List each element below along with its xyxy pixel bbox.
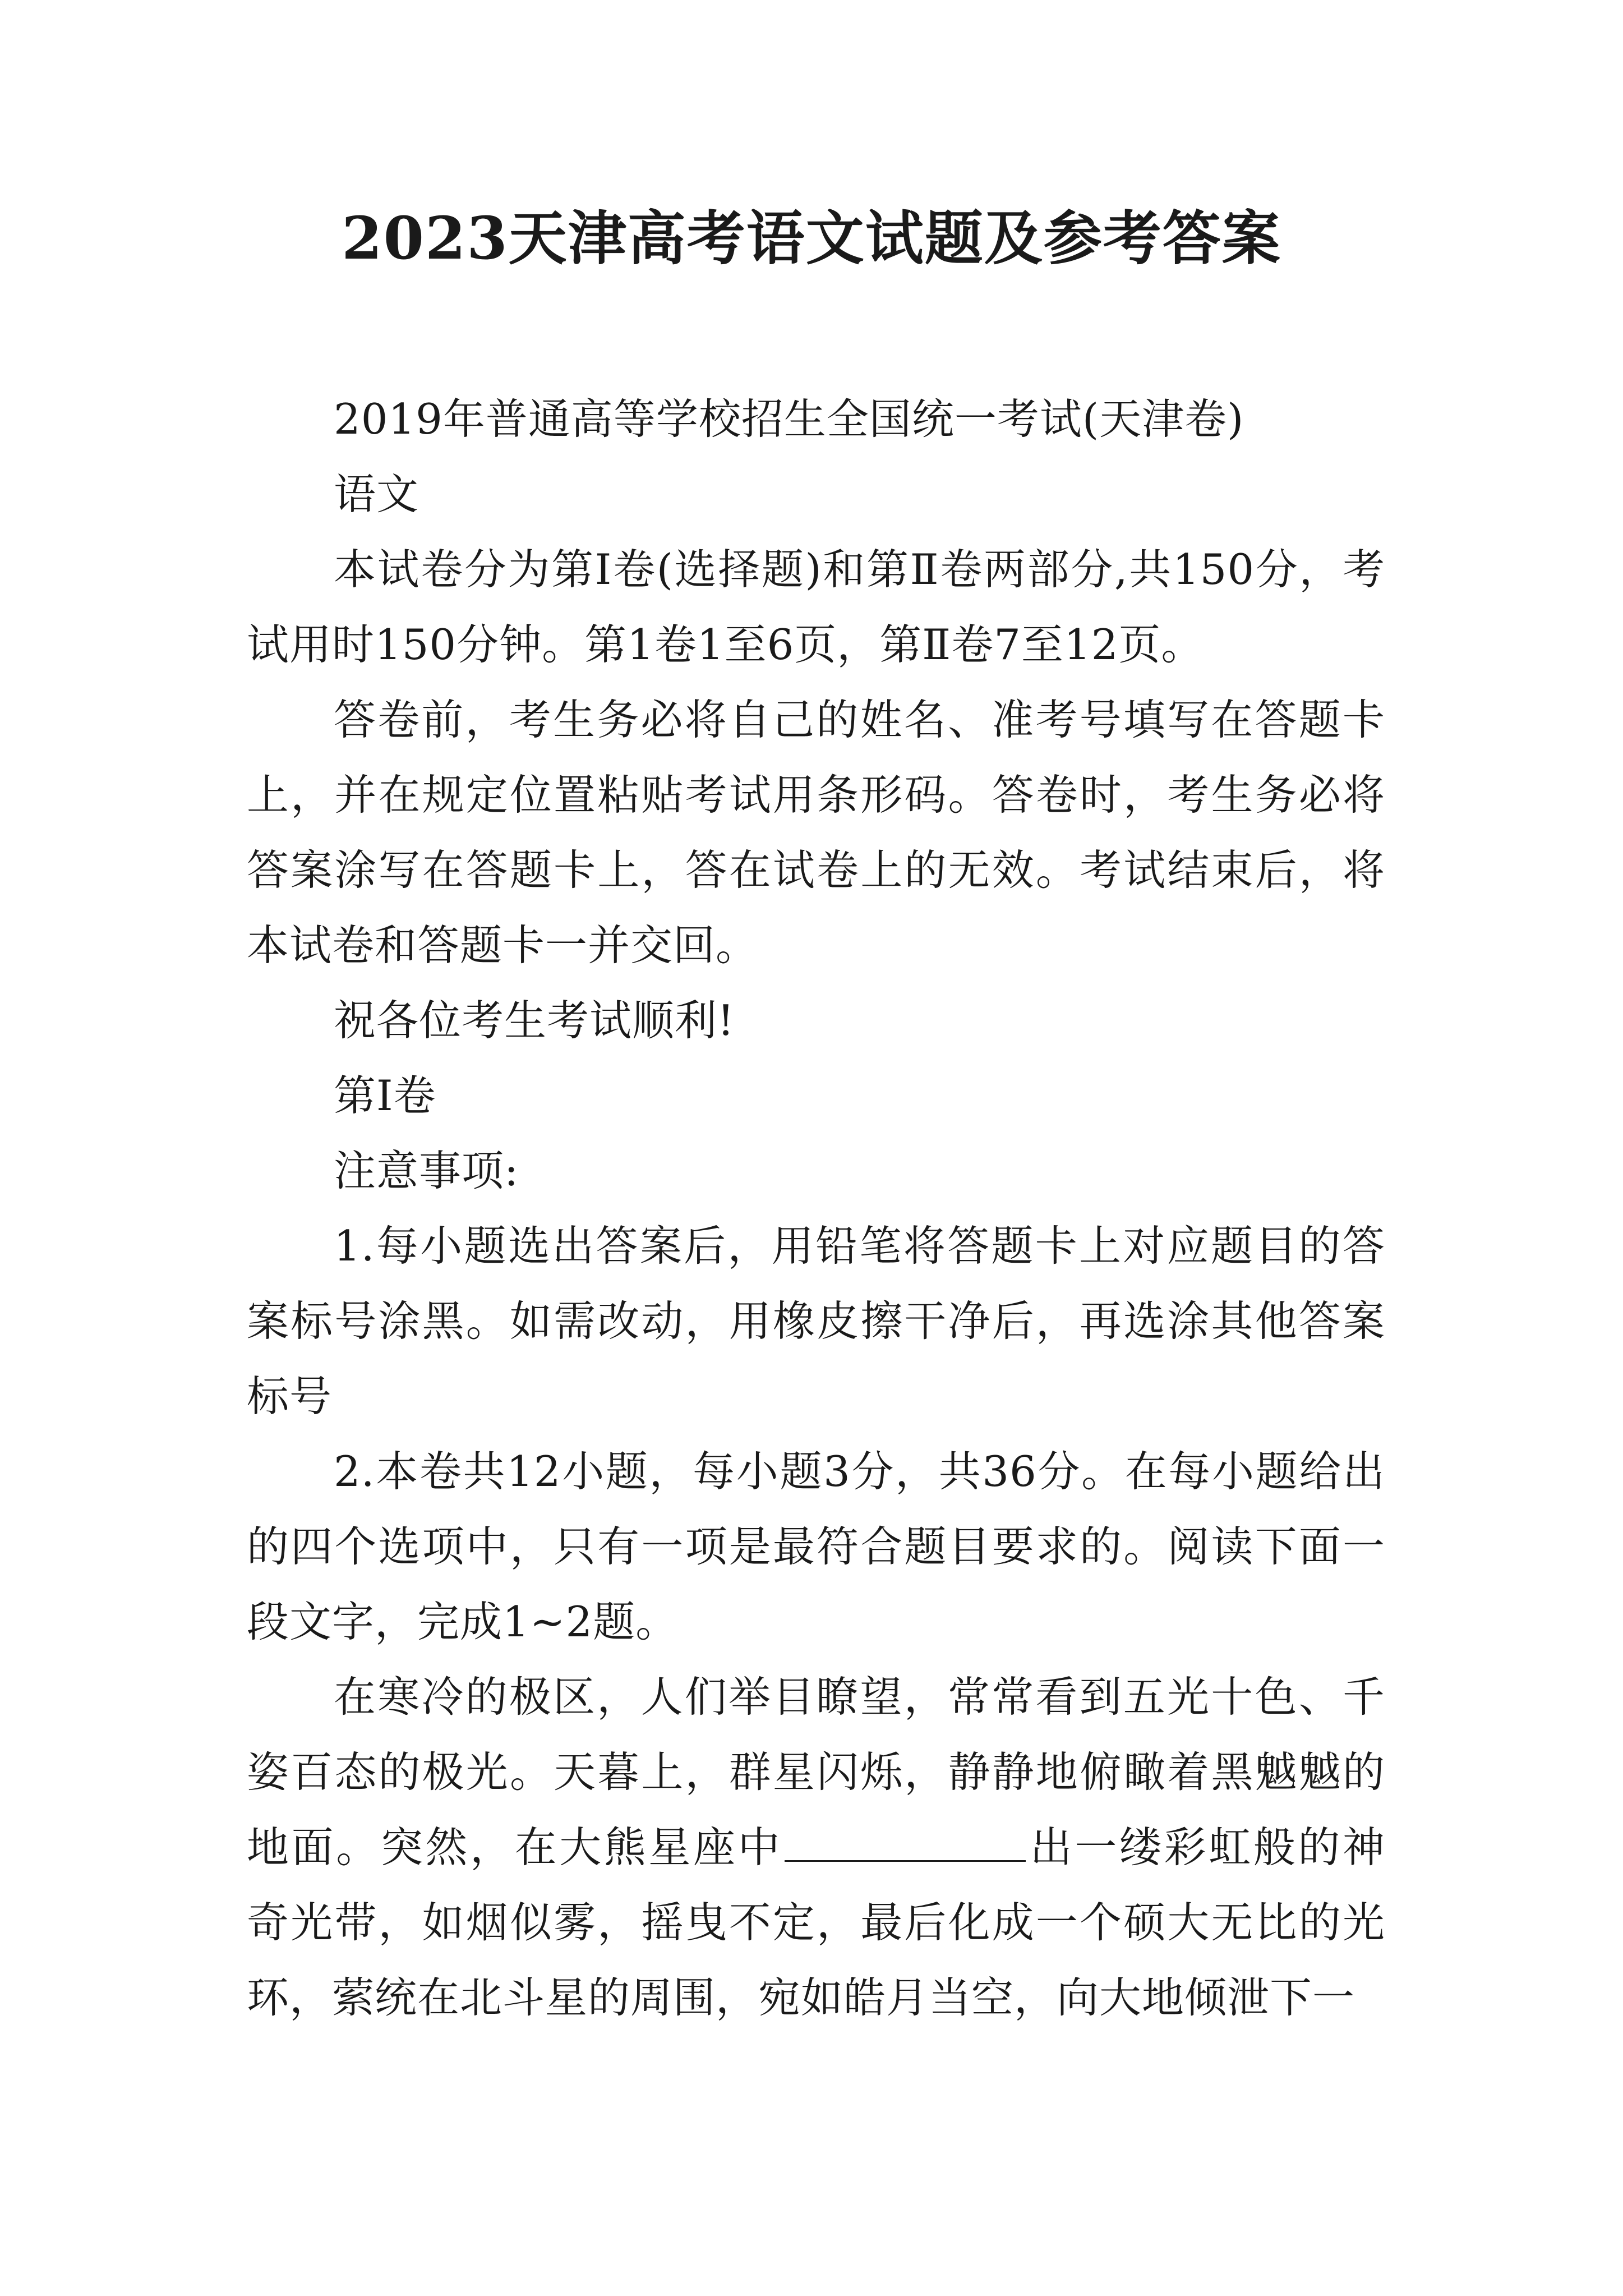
paragraph-reading-passage bbox=[247, 1659, 1385, 2035]
paragraph-volume-heading: 第Ⅰ卷 bbox=[334, 1071, 436, 1120]
paragraph-subject: 语文 bbox=[334, 470, 419, 519]
document-title: 2023天津高考语文试题及参考答案 bbox=[342, 204, 1281, 273]
paragraph-notes-heading: 注意事项: bbox=[334, 1146, 519, 1195]
passage-text-before-blank: 在寒冷的极区，人们举目瞭望，常常看到五光十色、千姿百态的极光。天暮上，群星闪烁，静静地俯瞰着黑魆魆的地面。突然，在大熊星座中 bbox=[247, 1672, 1385, 1872]
paragraph-note-2: 2.本卷共12小题，每小题3分，共36分。在每小题给出的四个选项中，只有一项是最符合题目要求的。阅读下面一段文字，完成1~2题。 bbox=[247, 1447, 1385, 1646]
paragraph-note-1: 1.每小题选出答案后，用铅笔将答题卡上对应题目的答案标号涂黑。如需改动，用橡皮擦干净后，再选涂其他答案标号 bbox=[247, 1221, 1385, 1421]
paragraph-exam-name: 2019年普通高等学校招生全国统一考试(天津卷) bbox=[334, 394, 1244, 444]
document-body bbox=[247, 381, 1385, 2035]
paragraph-good-luck: 祝各位考生考试顺利! bbox=[334, 996, 735, 1045]
passage-text-after-blank: 出一缕彩虹般的神奇光带，如烟似雾，摇曳不定，最后化成一个硕大无比的光环，萦统在北斗星的周围，宛如皓月当空，向大地倾泄下一 bbox=[247, 1823, 1385, 2022]
fill-in-blank bbox=[785, 1821, 1026, 1862]
paragraph-exam-structure: 本试卷分为第Ⅰ卷(选择题)和第Ⅱ卷两部分,共150分，考试用时150分钟。第1卷1至6页，第Ⅱ卷7至12页。 bbox=[247, 545, 1385, 669]
paragraph-exam-instructions: 答卷前，考生务必将自己的姓名、准考号填写在答题卡上，并在规定位置粘贴考试用条形码。答卷时，考生务必将答案涂写在答题卡上，答在试卷上的无效。考试结束后，将本试卷和答题卡一并交回。 bbox=[247, 695, 1385, 970]
